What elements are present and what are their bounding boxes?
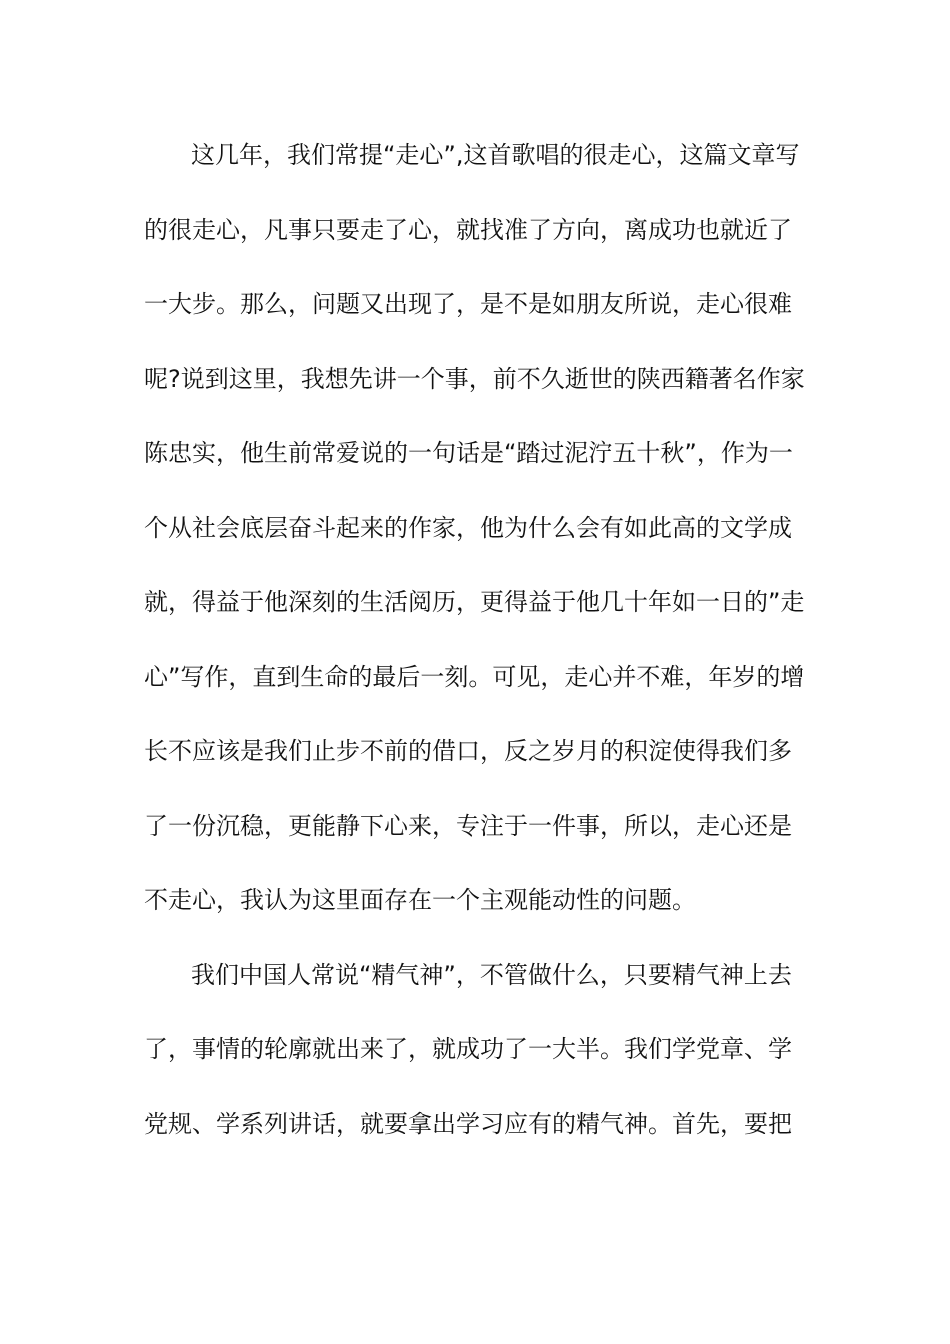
paragraph-1 [144,118,824,938]
text-line: 长不应该是我们止步不前的借口，反之岁月的积淀使得我们多 [144,737,792,765]
text-line: 了一份沉稳，更能静下心来，专注于一件事，所以，走心还是 [144,811,792,840]
text-line: 党规、学系列讲话，就要拿出学习应有的精气神。首先，要把 [144,1109,792,1138]
document-body [144,118,824,1161]
text-line: 了，事情的轮廓就出来了，就成功了一大半。我们学党章、学 [144,1035,792,1063]
text-line: 我们中国人常说“精气神”，不管做什么，只要精气神上去 [191,960,792,989]
text-line: 个从社会底层奋斗起来的作家，他为什么会有如此高的文学成 [144,513,792,542]
text-line: 心”写作，直到生命的最后一刻。可见，走心并不难，年岁的增 [144,662,805,691]
text-line: 就，得益于他深刻的生活阅历，更得益于他几十年如一日的”走 [144,588,805,616]
text-line: 的很走心，凡事只要走了心，就找准了方向，离成功也就近了 [144,215,792,244]
paragraph-2 [144,938,824,1162]
text-line: 这几年，我们常提“走心”,这首歌唱的很走心，这篇文章写 [191,141,800,169]
text-line: 一大步。那么，问题又出现了，是不是如朋友所说，走心很难 [144,290,792,318]
text-line: 陈忠实，他生前常爱说的一句话是“踏过泥泞五十秋”，作为一 [144,439,793,467]
text-line: 呢?说到这里，我想先讲一个事，前不久逝世的陕西籍著名作家 [144,364,805,393]
text-line: 不走心，我认为这里面存在一个主观能动性的问题。 [144,886,696,914]
